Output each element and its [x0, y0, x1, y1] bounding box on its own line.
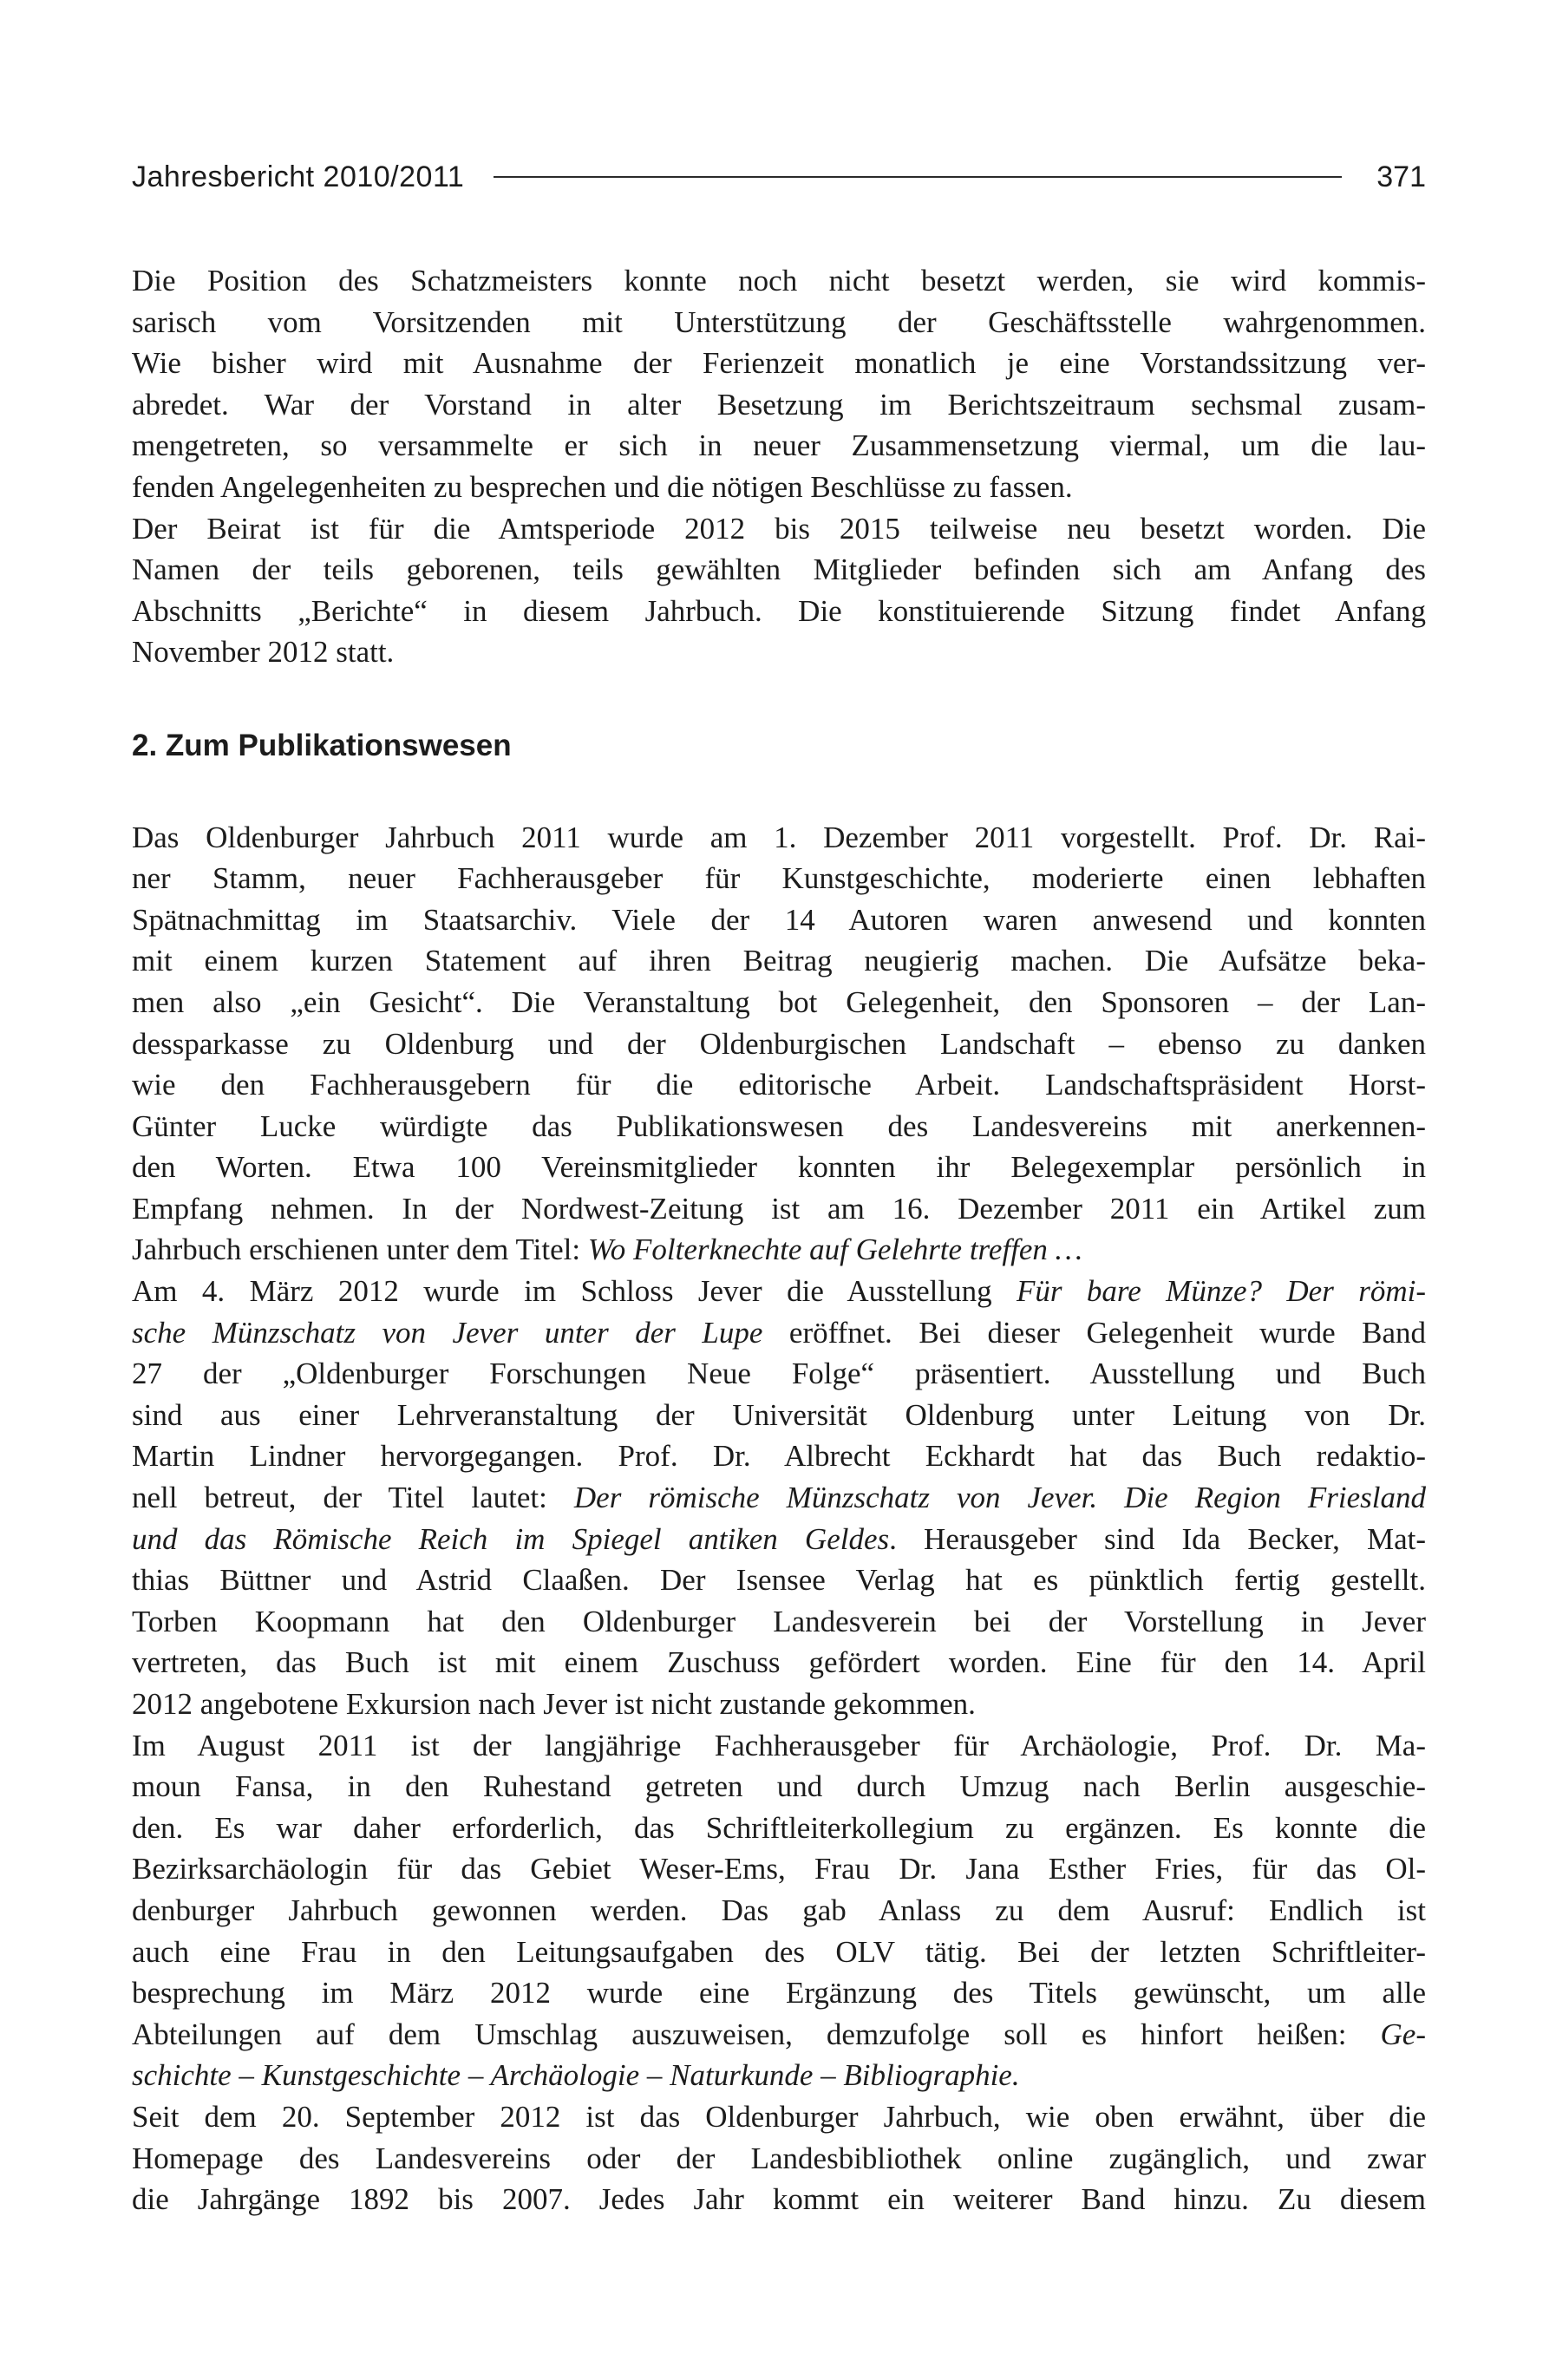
paragraph-online-access	[132, 2096, 1426, 2220]
text-line: Bezirksarchäologin für das Gebiet Weser-Ems, Frau Dr. Jana Esther Fries, für das Ol-	[132, 1852, 1426, 1886]
paragraph-exhibition-jever	[132, 1271, 1426, 1725]
text-line	[132, 2014, 1426, 2056]
text-run: . Herausgeber sind Ida Becker, Mat-	[889, 1521, 1427, 1556]
text-line: abredet. War der Vorstand in alter Besetzung im Berichtszeitraum sechsmal zusam-	[132, 387, 1426, 422]
text-line: die Jahrgänge 1892 bis 2007. Jedes Jahr kommt ein weiterer Band hinzu. Zu diesem	[132, 2182, 1426, 2217]
text-line: fenden Angelegenheiten zu besprechen und die nötigen Beschlüsse zu fassen.	[132, 469, 1073, 504]
text-line	[132, 1519, 1426, 1560]
paragraph-advisory-board	[132, 508, 1426, 673]
text-run: Abteilungen auf dem Umschlag auszuweisen, demzufolge soll es hinfort heißen:	[132, 2017, 1381, 2051]
text-line: Empfang nehmen. In der Nordwest-Zeitung ist am 16. Dezember 2011 ein Artikel zum	[132, 1191, 1426, 1226]
text-line: Günter Lucke würdigte das Publikationswesen des Landesvereins mit anerkennen-	[132, 1108, 1426, 1143]
text-line: mit einem kurzen Statement auf ihren Beitrag neugierig machen. Die Aufsätze beka-	[132, 944, 1426, 978]
text-run: Jahrbuch erschienen unter dem Titel:	[132, 1232, 588, 1267]
paragraph-editorial-board	[132, 1725, 1426, 2096]
text-line: sind aus einer Lehrveranstaltung der Universität Oldenburg unter Leitung von Dr.	[132, 1397, 1426, 1432]
text-line	[132, 1312, 1426, 1354]
text-line: Die Position des Schatzmeisters konnte noch nicht besetzt werden, sie wird kommis-	[132, 264, 1426, 298]
article-title: Wo Folterknechte auf Gelehrte treffen …	[587, 1232, 1082, 1267]
running-header	[132, 156, 1426, 198]
paragraph-board-positions	[132, 260, 1426, 508]
paragraph-yearbook-2011	[132, 817, 1426, 1272]
new-title-cont: schichte – Kunstgeschichte – Archäologie – Naturkunde – Bibliographie.	[132, 2058, 1020, 2093]
text-line	[132, 1229, 1426, 1271]
text-line: mengetreten, so versammelte er sich in neuer Zusammensetzung viermal, um die lau-	[132, 428, 1426, 463]
text-line: Abschnitts „Berichte“ in diesem Jahrbuch. Die konstituierende Sitzung findet Anfang	[132, 593, 1426, 628]
text-line	[132, 1477, 1426, 1519]
text-run: Am 4. März 2012 wurde im Schloss Jever die Ausstellung	[132, 1274, 1017, 1309]
new-title: Ge-	[1380, 2017, 1426, 2051]
text-line: Im August 2011 ist der langjährige Fachherausgeber für Archäologie, Prof. Dr. Ma-	[132, 1728, 1426, 1762]
running-header-title: Jahresbericht 2010/2011	[132, 160, 465, 193]
exhibition-title-cont: sche Münzschatz von Jever unter der Lupe	[132, 1315, 763, 1350]
section-heading: 2. Zum Publikationswesen	[132, 728, 512, 762]
text-line: den Worten. Etwa 100 Vereinsmitglieder konnten ihr Belegexemplar persönlich in	[132, 1150, 1426, 1185]
text-line: men also „ein Gesicht“. Die Veranstaltung bot Gelegenheit, den Sponsoren – der Lan-	[132, 984, 1426, 1019]
text-line: Spätnachmittag im Staatsarchiv. Viele der 14 Autoren waren anwesend und konnten	[132, 902, 1426, 937]
text-line: sarisch vom Vorsitzenden mit Unterstützung der Geschäftsstelle wahrgenommen.	[132, 304, 1426, 339]
text-line: auch eine Frau in den Leitungsaufgaben des OLV tätig. Bei der letzten Schriftleiter-	[132, 1934, 1426, 1969]
text-line: thias Büttner und Astrid Claaßen. Der Isensee Verlag hat es pünktlich fertig gestellt.	[132, 1563, 1426, 1598]
text-line: 2012 angebotene Exkursion nach Jever ist nicht zustande gekommen.	[132, 1687, 976, 1721]
text-line: Seit dem 20. September 2012 ist das Oldenburger Jahrbuch, wie oben erwähnt, über die	[132, 2099, 1426, 2134]
text-line: den. Es war daher erforderlich, das Schriftleiterkollegium zu ergänzen. Es konnte die	[132, 1810, 1426, 1845]
text-line: Das Oldenburger Jahrbuch 2011 wurde am 1. Dezember 2011 vorgestellt. Prof. Dr. Rai-	[132, 820, 1426, 854]
book-title: Der römische Münzschatz von Jever. Die Region Friesland	[573, 1481, 1426, 1515]
text-line	[132, 1271, 1426, 1312]
text-line: Torben Koopmann hat den Oldenburger Landesverein bei der Vorstellung in Jever	[132, 1604, 1426, 1638]
text-line: wie den Fachherausgebern für die editorische Arbeit. Landschaftspräsident Horst-	[132, 1068, 1426, 1102]
book-title-cont: und das Römische Reich im Spiegel antiken Geldes	[132, 1521, 890, 1556]
text-line: denburger Jahrbuch gewonnen werden. Das gab Anlass zu dem Ausruf: Endlich ist	[132, 1893, 1426, 1927]
text-run: nell betreut, der Titel lautet:	[132, 1481, 574, 1515]
text-line: Homepage des Landesvereins oder der Landesbibliothek online zugänglich, und zwar	[132, 2141, 1426, 2175]
text-run: eröffnet. Bei dieser Gelegenheit wurde Band	[762, 1315, 1426, 1350]
text-line: besprechung im März 2012 wurde eine Ergänzung des Titels gewünscht, um alle	[132, 1976, 1426, 2011]
body-text	[132, 260, 1426, 2220]
text-line: Martin Lindner hervorgegangen. Prof. Dr. Albrecht Eckhardt hat das Buch redaktio-	[132, 1439, 1426, 1474]
exhibition-title: Für bare Münze? Der römi-	[1016, 1274, 1427, 1309]
text-line: 27 der „Oldenburger Forschungen Neue Folge“ präsentiert. Ausstellung und Buch	[132, 1357, 1426, 1391]
text-line: November 2012 statt.	[132, 635, 395, 670]
text-line: dessparkasse zu Oldenburg und der Oldenburgischen Landschaft – ebenso zu danken	[132, 1026, 1426, 1061]
text-line: moun Fansa, in den Ruhestand getreten und durch Umzug nach Berlin ausgeschie-	[132, 1769, 1426, 1804]
text-line: Wie bisher wird mit Ausnahme der Ferienzeit monatlich je eine Vorstandssitzung ver-	[132, 346, 1426, 381]
text-line: ner Stamm, neuer Fachherausgeber für Kunstgeschichte, moderierte einen lebhaften	[132, 861, 1426, 896]
text-line: Der Beirat ist für die Amtsperiode 2012 bis 2015 teilweise neu besetzt worden. Die	[132, 511, 1426, 546]
header-rule	[494, 176, 1342, 178]
text-line	[132, 2055, 1426, 2096]
text-line: Namen der teils geborenen, teils gewählten Mitglieder befinden sich am Anfang des	[132, 552, 1426, 587]
text-line: vertreten, das Buch ist mit einem Zuschuss gefördert worden. Eine für den 14. April	[132, 1645, 1426, 1680]
page-number: 371	[1376, 160, 1426, 193]
